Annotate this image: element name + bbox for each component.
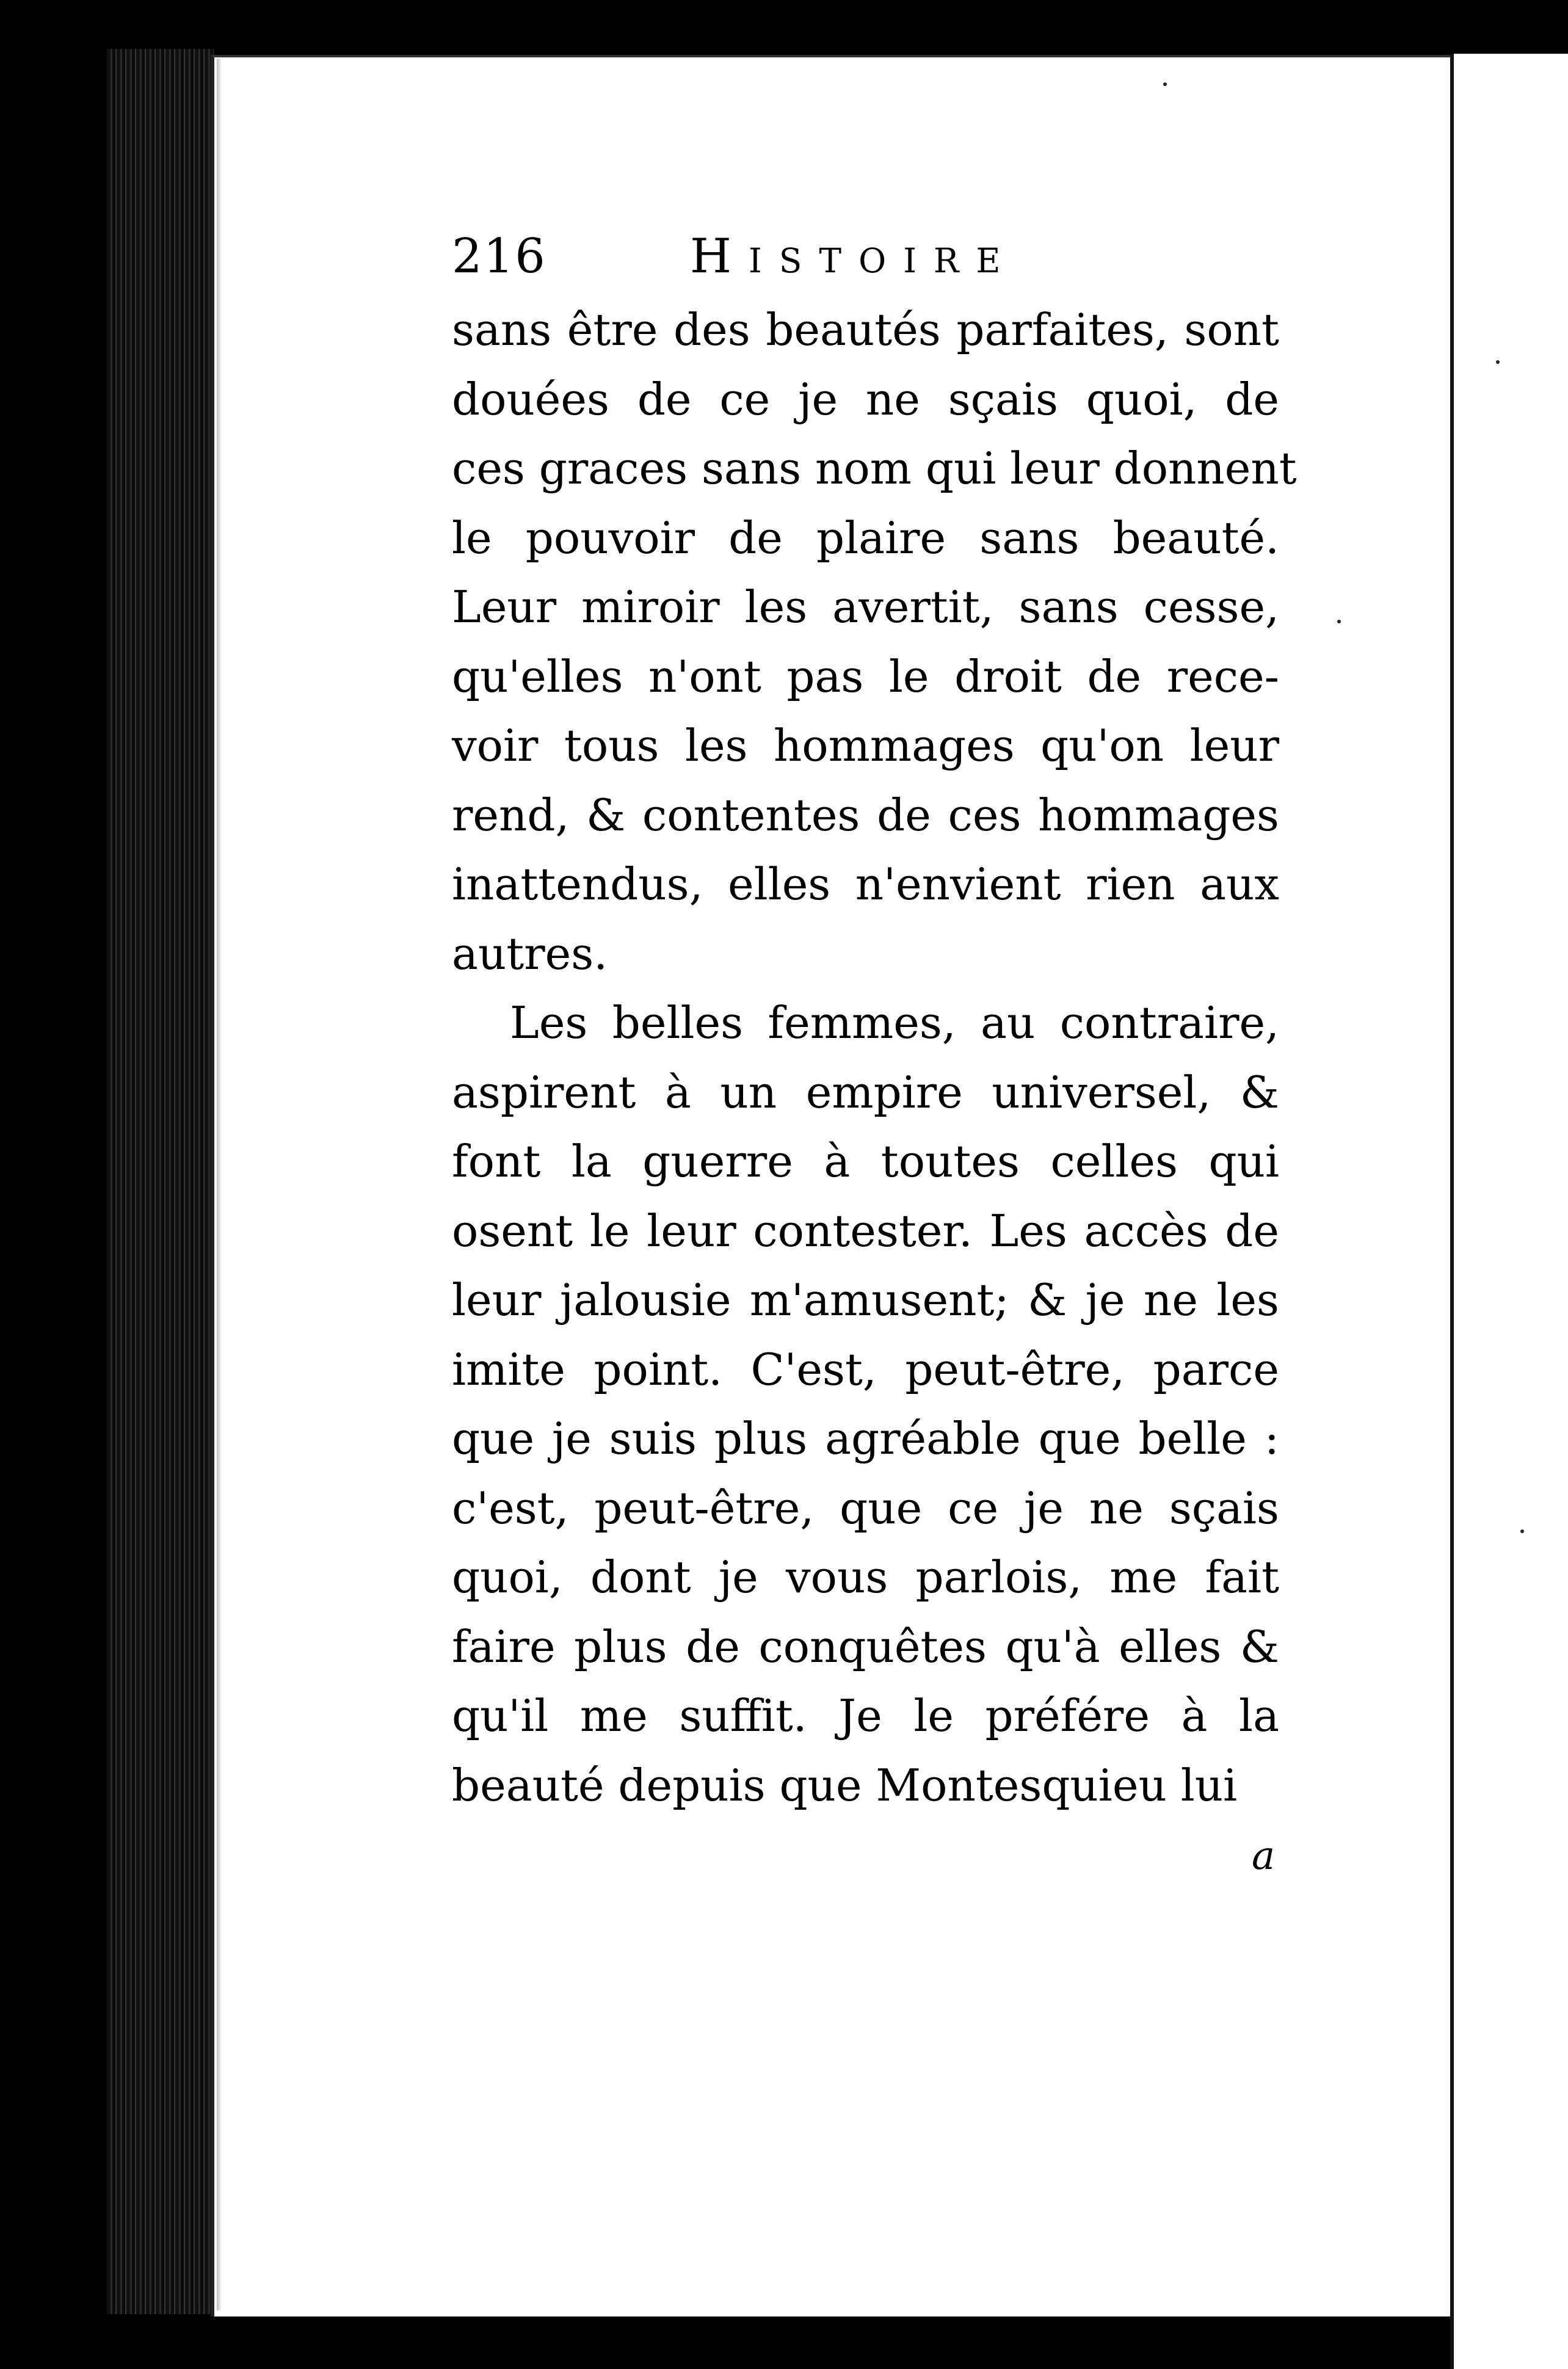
text-line: inattendus, elles n'envient rien aux <box>452 858 1279 910</box>
text-line: Les belles femmes, au contraire, <box>510 997 1279 1048</box>
page-header <box>452 226 1279 287</box>
text-line: quoi, dont je vous parlois, me fait <box>452 1551 1279 1603</box>
text-line: qu'elles n'ont pas le droit de rece- <box>452 650 1279 702</box>
page-number: 216 <box>452 229 546 284</box>
text-line: beauté depuis que Montesquieu lui <box>452 1759 1238 1811</box>
text-line: autres. <box>452 927 608 979</box>
facing-page-edge <box>1450 54 1568 2369</box>
text-line: rend, & contentes de ces hommages <box>452 789 1279 841</box>
text-line: Leur miroir les avertit, sans cesse, <box>452 581 1279 633</box>
catchword: a <box>1252 1834 1276 1879</box>
running-title: Histoire <box>690 229 1018 284</box>
text-line: que je suis plus agréable que belle : <box>452 1413 1279 1464</box>
page-gutter-shadow <box>217 59 222 2310</box>
paper-speck <box>1337 620 1341 623</box>
text-line: imite point. C'est, peut-être, parce <box>452 1343 1279 1395</box>
text-line: osent le leur contester. Les accès de <box>452 1205 1279 1257</box>
text-line: c'est, peut-être, que ce je ne sçais <box>452 1482 1279 1534</box>
book-fore-edge <box>107 49 214 2314</box>
text-line: qu'il me suffit. Je le préfére à la <box>452 1690 1279 1741</box>
text-line: douées de ce je ne sçais quoi, de <box>452 373 1279 425</box>
paper-speck <box>1163 82 1167 86</box>
text-line: le pouvoir de plaire sans beauté. <box>452 512 1279 564</box>
text-line: aspirent à un empire universel, & <box>452 1066 1279 1118</box>
text-line: ces graces sans nom qui leur donnent <box>452 443 1297 494</box>
paper-speck <box>1496 360 1500 364</box>
text-line: sans être des beautés parfaites, sont <box>452 304 1279 355</box>
page-body-text <box>452 296 1297 1820</box>
text-line: faire plus de conquêtes qu'à elles & <box>452 1620 1279 1672</box>
text-line: font la guerre à toutes celles qui <box>452 1136 1279 1187</box>
text-line: voir tous les hommages qu'on leur <box>452 720 1279 771</box>
text-line: leur jalousie m'amusent; & je ne les <box>452 1274 1279 1326</box>
paper-speck <box>1520 1529 1524 1533</box>
